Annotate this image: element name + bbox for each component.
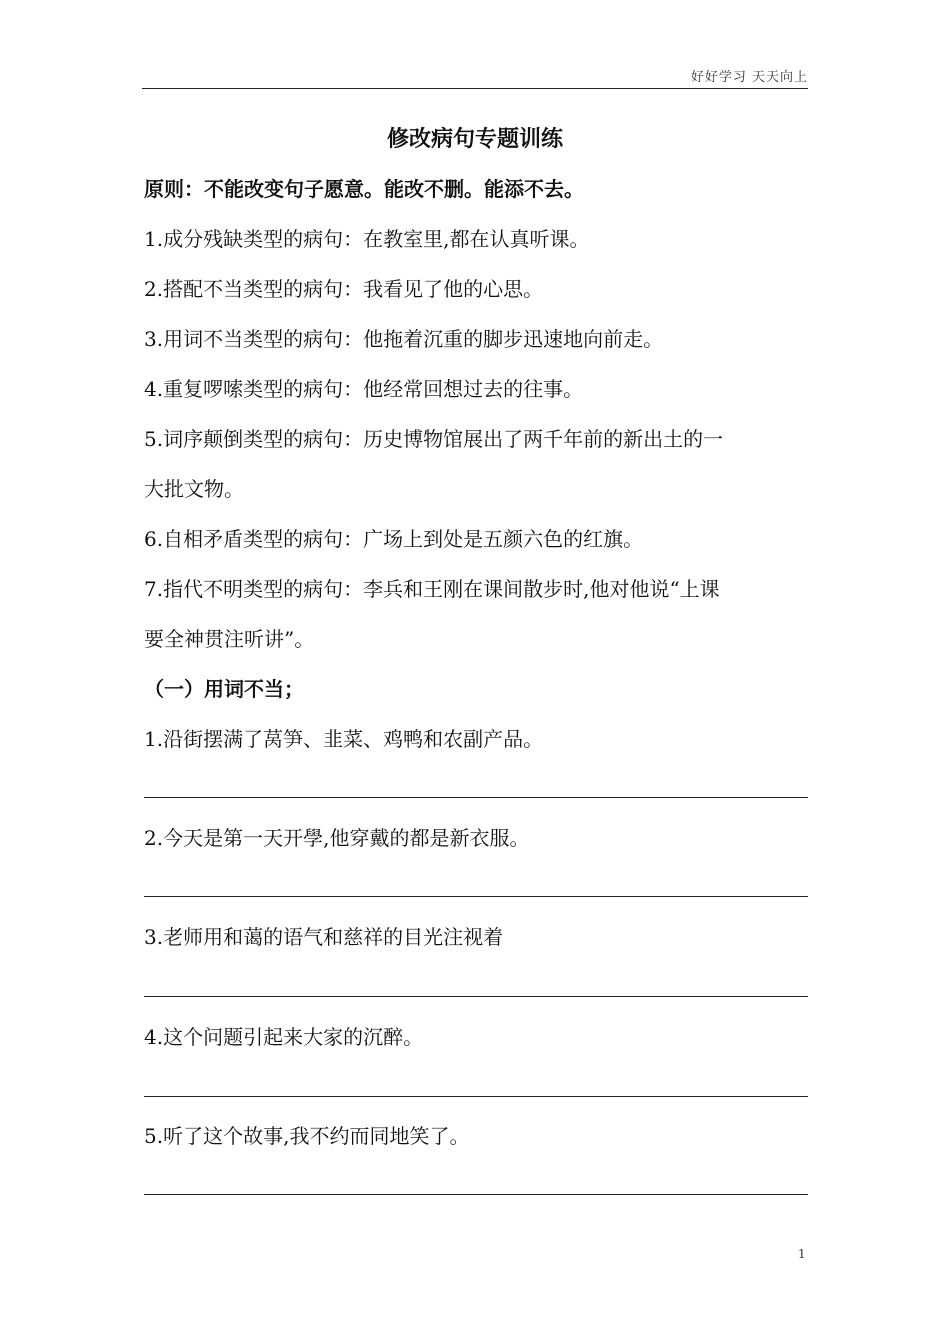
header-rule bbox=[142, 88, 808, 89]
answer-line-3[interactable] bbox=[144, 996, 808, 997]
type-line-5-continued: 大批文物。 bbox=[144, 477, 244, 501]
type-line-2: 2.搭配不当类型的病句：我看见了他的心思。 bbox=[144, 277, 544, 301]
answer-line-2[interactable] bbox=[144, 896, 808, 897]
page-header: 好好学习 天天向上 bbox=[690, 70, 808, 85]
answer-line-1[interactable] bbox=[144, 797, 808, 798]
principle-line: 原则：不能改变句子愿意。能改不删。能添不去。 bbox=[144, 177, 584, 201]
section-heading: （一）用词不当； bbox=[144, 677, 304, 701]
page-number: 1 bbox=[798, 1247, 806, 1261]
answer-line-4[interactable] bbox=[144, 1096, 808, 1097]
type-line-4: 4.重复啰嗦类型的病句：他经常回想过去的往事。 bbox=[144, 377, 584, 401]
type-line-1: 1.成分残缺类型的病句：在教室里,都在认真听课。 bbox=[144, 227, 590, 251]
answer-line-5[interactable] bbox=[144, 1194, 808, 1195]
type-line-6: 6.自相矛盾类型的病句：广场上到处是五颜六色的红旗。 bbox=[144, 527, 644, 551]
type-line-5: 5.词序颠倒类型的病句：历史博物馆展出了两千年前的新出土的一 bbox=[144, 427, 724, 451]
type-line-3: 3.用词不当类型的病句：他拖着沉重的脚步迅速地向前走。 bbox=[144, 327, 664, 351]
exercise-3: 3.老师用和蔼的语气和慈祥的目光注视着 bbox=[144, 925, 504, 949]
page-title: 修改病句专题训练 bbox=[386, 127, 563, 152]
type-line-7: 7.指代不明类型的病句：李兵和王刚在课间散步时,他对他说“上课 bbox=[144, 577, 720, 601]
exercise-4: 4.这个问题引起来大家的沉醉。 bbox=[144, 1025, 424, 1049]
type-line-7-continued: 要全神贯注听讲”。 bbox=[144, 627, 315, 651]
exercise-5: 5.听了这个故事,我不约而同地笑了。 bbox=[144, 1124, 470, 1148]
exercise-2: 2.今天是第一天开學,他穿戴的都是新衣服。 bbox=[144, 826, 530, 850]
exercise-1: 1.沿街摆满了莴笋、韭菜、鸡鸭和农副产品。 bbox=[144, 727, 544, 751]
